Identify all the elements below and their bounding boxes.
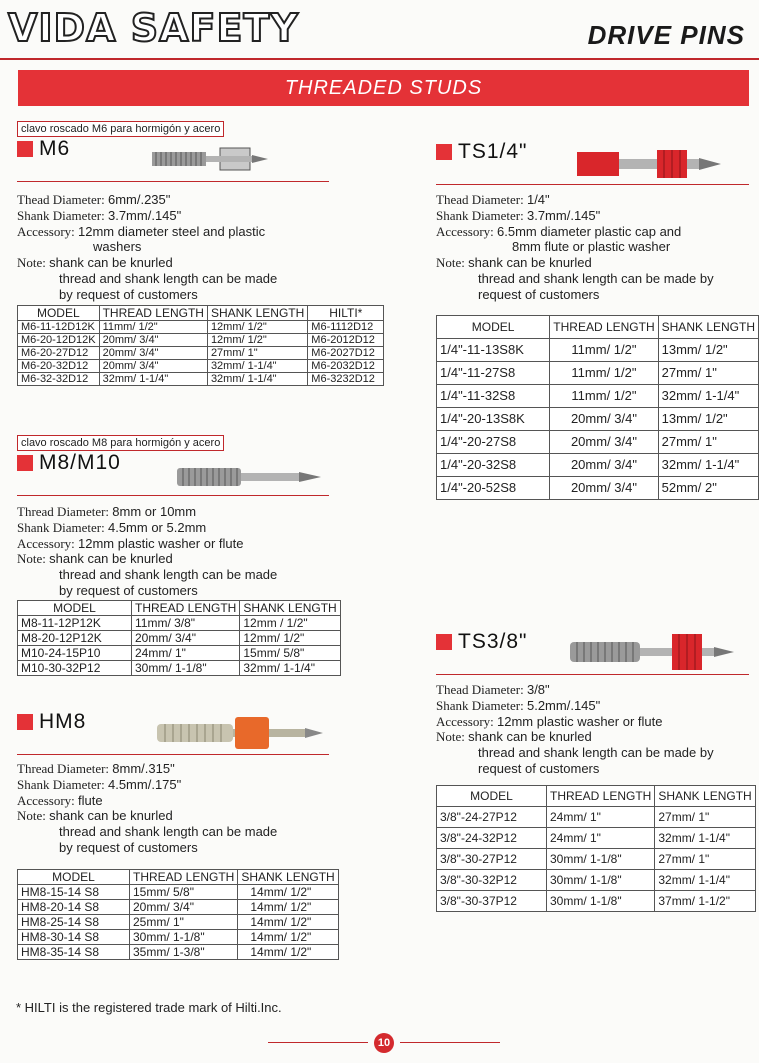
table-row	[437, 891, 756, 912]
header-divider	[0, 58, 759, 60]
category-title: DRIVE PINS	[587, 20, 745, 50]
hm8-table	[17, 869, 339, 960]
table-cell: M6-2027D12	[308, 347, 384, 360]
table-header-cell: MODEL	[18, 870, 130, 885]
table-cell: 3/8"-30-27P12	[437, 849, 547, 870]
table-header-cell: SHANK LENGTH	[238, 870, 338, 885]
hm8-title-text: HM8	[39, 710, 87, 733]
table-cell: 14mm/ 1/2"	[238, 900, 338, 915]
table-cell: 32mm/ 1-1/4"	[240, 661, 340, 676]
table-row	[18, 945, 339, 960]
m8-underline	[17, 495, 329, 496]
banner-title: THREADED STUDS	[284, 76, 483, 99]
footer-line-right	[400, 1042, 500, 1043]
ts14-underline	[436, 184, 749, 185]
table-row	[18, 646, 341, 661]
table-row	[437, 431, 759, 454]
table-row	[18, 885, 339, 900]
table-cell: 24mm/ 1"	[547, 828, 655, 849]
m6-title	[17, 137, 70, 161]
table-header-cell: THREAD LENGTH	[130, 870, 238, 885]
table-row	[437, 807, 756, 828]
table-cell: 32mm/ 1-1/4"	[99, 373, 207, 386]
table-cell: 20mm/ 3/4"	[99, 334, 207, 347]
table-cell: M8-11-12P12K	[18, 616, 132, 631]
table-cell: 1/4"-11-27S8	[437, 362, 550, 385]
table-row	[18, 930, 339, 945]
shank	[206, 156, 252, 162]
table-row	[18, 347, 384, 360]
ts14-specs: Thead Diameter: 1/4" Shank Diameter: 3.7mm/.145" Accessory: 6.5mm diameter plastic cap and 8mm flute or plastic washer Note: shank can be knurled thread and shank length can be made by request of customers	[436, 192, 714, 302]
table-cell: 14mm/ 1/2"	[238, 915, 338, 930]
brand-logo: VIDA SAFETY	[8, 6, 299, 50]
m6-spanish-label: clavo roscado M6 para hormigón y acero	[17, 121, 224, 137]
ts14-title	[436, 140, 527, 164]
table-cell: M6-3232D12	[308, 373, 384, 386]
table-cell: 20mm/ 3/4"	[99, 347, 207, 360]
table-cell: 12mm / 1/2"	[240, 616, 340, 631]
table-cell: 1/4"-11-32S8	[437, 385, 550, 408]
table-cell: M6-2012D12	[308, 334, 384, 347]
table-cell: HM8-25-14 S8	[18, 915, 130, 930]
table-row	[18, 373, 384, 386]
ts14-stud-illustration	[575, 146, 725, 182]
pin-tip	[699, 158, 721, 170]
table-cell: M6-11-12D12K	[18, 321, 100, 334]
table-cell: 20mm/ 3/4"	[550, 454, 658, 477]
pin-tip	[714, 647, 734, 657]
table-cell: 15mm/ 5/8"	[240, 646, 340, 661]
table-header-cell: MODEL	[18, 601, 132, 616]
table-cell: 30mm/ 1-1/8"	[547, 849, 655, 870]
m6-stud-illustration	[150, 144, 270, 176]
table-cell: 32mm/ 1-1/4"	[658, 385, 758, 408]
table-header-cell: SHANK LENGTH	[240, 601, 340, 616]
table-cell: HM8-20-14 S8	[18, 900, 130, 915]
table-cell: 20mm/ 3/4"	[132, 631, 240, 646]
flute-cap	[235, 717, 269, 749]
table-header-cell: MODEL	[437, 786, 547, 807]
table-cell: 30mm/ 1-1/8"	[547, 870, 655, 891]
table-cell: HM8-35-14 S8	[18, 945, 130, 960]
table-row	[18, 334, 384, 347]
table-cell: 13mm/ 1/2"	[658, 408, 758, 431]
table-cell: 27mm/ 1"	[655, 807, 755, 828]
table-cell: 14mm/ 1/2"	[238, 945, 338, 960]
ts38-table	[436, 785, 756, 912]
section-banner	[18, 70, 749, 106]
table-cell: 1/4"-20-13S8K	[437, 408, 550, 431]
hm8-title	[17, 710, 86, 734]
table-cell: 11mm/ 1/2"	[550, 339, 658, 362]
ts38-underline	[436, 674, 749, 675]
red-square-icon	[17, 455, 33, 471]
red-square-icon	[436, 144, 452, 160]
table-cell: 1/4"-20-32S8	[437, 454, 550, 477]
thread-body	[157, 724, 233, 742]
table-cell: M6-32-32D12	[18, 373, 100, 386]
table-header-cell: SHANK LENGTH	[658, 316, 758, 339]
hm8-stud-illustration	[155, 714, 325, 754]
table-cell: M10-24-15P10	[18, 646, 132, 661]
table-header-cell: HILTI*	[308, 306, 384, 321]
pin-tip	[252, 155, 268, 163]
table-cell: 30mm/ 1-1/8"	[130, 930, 238, 945]
table-header-cell: SHANK LENGTH	[207, 306, 307, 321]
table-row	[18, 616, 341, 631]
table-header-cell: SHANK LENGTH	[655, 786, 755, 807]
m8-spanish-label: clavo roscado M8 para hormigón y acero	[17, 435, 224, 451]
table-cell: 20mm/ 3/4"	[550, 477, 658, 500]
table-cell: 27mm/ 1"	[658, 362, 758, 385]
table-cell: 32mm/ 1-1/4"	[655, 870, 755, 891]
table-cell: 27mm/ 1"	[655, 849, 755, 870]
ts14-title-text: TS1/4"	[458, 140, 528, 163]
table-row	[437, 408, 759, 431]
table-row	[18, 915, 339, 930]
hilti-footnote: * HILTI is the registered trade mark of Hilti.Inc.	[16, 1000, 282, 1015]
table-row	[437, 454, 759, 477]
m8-specs: Thread Diameter: 8mm or 10mm Shank Diameter: 4.5mm or 5.2mm Accessory: 12mm plastic washer or flute Note: shank can be knurled thread and shank length can be made by request of customers	[17, 504, 278, 598]
table-cell: 37mm/ 1-1/2"	[655, 891, 755, 912]
table-cell: M6-2032D12	[308, 360, 384, 373]
ts38-title	[436, 630, 527, 654]
footer-line-left	[268, 1042, 368, 1043]
m6-title-text: M6	[39, 137, 71, 160]
table-cell: 25mm/ 1"	[130, 915, 238, 930]
table-header-cell: THREAD LENGTH	[132, 601, 240, 616]
hm8-underline	[17, 754, 329, 755]
table-row	[18, 900, 339, 915]
table-cell: 11mm/ 1/2"	[99, 321, 207, 334]
table-header-cell: MODEL	[18, 306, 100, 321]
m8-title	[17, 451, 121, 475]
plastic-cap	[577, 152, 619, 176]
table-cell: 32mm/ 1-1/4"	[655, 828, 755, 849]
table-cell: M6-20-27D12	[18, 347, 100, 360]
table-cell: 32mm/ 1-1/4"	[658, 454, 758, 477]
ts38-stud-illustration	[568, 632, 738, 672]
table-cell: 11mm/ 1/2"	[550, 362, 658, 385]
table-row	[437, 870, 756, 891]
table-row	[18, 661, 341, 676]
table-cell: 15mm/ 5/8"	[130, 885, 238, 900]
table-cell: 20mm/ 3/4"	[550, 431, 658, 454]
table-cell: 24mm/ 1"	[132, 646, 240, 661]
table-cell: 32mm/ 1-1/4"	[207, 373, 307, 386]
table-row	[18, 360, 384, 373]
ts14-table	[436, 315, 759, 500]
ts38-specs: Thead Diameter: 3/8" Shank Diameter: 5.2mm/.145" Accessory: 12mm plastic washer or flute Note: shank can be knurled thread and shank length can be made by request of customers	[436, 682, 714, 776]
table-header-cell: THREAD LENGTH	[550, 316, 658, 339]
table-cell: 1/4"-11-13S8K	[437, 339, 550, 362]
table-cell: M8-20-12P12K	[18, 631, 132, 646]
table-cell: 1/4"-20-27S8	[437, 431, 550, 454]
page-number: 10	[374, 1033, 394, 1053]
table-cell: 3/8"-30-37P12	[437, 891, 547, 912]
table-cell: 1/4"-20-52S8	[437, 477, 550, 500]
table-row	[437, 477, 759, 500]
table-header-cell: MODEL	[437, 316, 550, 339]
table-cell: M10-30-32P12	[18, 661, 132, 676]
pin-tip	[305, 728, 323, 738]
m8-title-text: M8/M10	[39, 451, 121, 474]
ts38-title-text: TS3/8"	[458, 630, 528, 653]
table-cell: HM8-30-14 S8	[18, 930, 130, 945]
red-square-icon	[436, 634, 452, 650]
shank	[241, 473, 299, 481]
m6-underline	[17, 181, 329, 182]
table-cell: 20mm/ 3/4"	[99, 360, 207, 373]
table-cell: 30mm/ 1-1/8"	[547, 891, 655, 912]
thread-body	[152, 152, 206, 166]
table-cell: 27mm/ 1"	[658, 431, 758, 454]
table-row	[18, 321, 384, 334]
table-cell: HM8-15-14 S8	[18, 885, 130, 900]
table-row	[437, 385, 759, 408]
table-row	[437, 339, 759, 362]
table-cell: M6-1112D12	[308, 321, 384, 334]
m8-table	[17, 600, 341, 676]
hm8-specs: Thread Diameter: 8mm/.315" Shank Diameter: 4.5mm/.175" Accessory: flute Note: shank can be knurled thread and shank length can be made by request of customers	[17, 761, 278, 855]
red-square-icon	[17, 141, 33, 157]
table-row	[18, 631, 341, 646]
table-row	[437, 828, 756, 849]
table-cell: 12mm/ 1/2"	[207, 334, 307, 347]
table-cell: 13mm/ 1/2"	[658, 339, 758, 362]
table-row	[437, 849, 756, 870]
table-cell: 27mm/ 1"	[207, 347, 307, 360]
table-cell: 3/8"-30-32P12	[437, 870, 547, 891]
table-cell: 3/8"-24-27P12	[437, 807, 547, 828]
table-header-cell: THREAD LENGTH	[547, 786, 655, 807]
red-square-icon	[17, 714, 33, 730]
table-cell: 14mm/ 1/2"	[238, 930, 338, 945]
table-cell: 3/8"-24-32P12	[437, 828, 547, 849]
table-cell: M6-20-32D12	[18, 360, 100, 373]
table-cell: 11mm/ 3/8"	[132, 616, 240, 631]
table-cell: 12mm/ 1/2"	[240, 631, 340, 646]
table-header-cell: THREAD LENGTH	[99, 306, 207, 321]
table-cell: 24mm/ 1"	[547, 807, 655, 828]
table-cell: 11mm/ 1/2"	[550, 385, 658, 408]
table-cell: 20mm/ 3/4"	[550, 408, 658, 431]
table-row	[437, 362, 759, 385]
table-cell: 30mm/ 1-1/8"	[132, 661, 240, 676]
table-cell: 14mm/ 1/2"	[238, 885, 338, 900]
m6-table	[17, 305, 384, 386]
table-cell: M6-20-12D12K	[18, 334, 100, 347]
table-cell: 20mm/ 3/4"	[130, 900, 238, 915]
pin-tip	[299, 472, 321, 482]
m6-specs: Thead Diameter: 6mm/.235" Shank Diameter: 3.7mm/.145" Accessory: 12mm diameter steel and plastic washers Note: shank can be knurled thread and shank length can be made by request of customers	[17, 192, 278, 302]
table-cell: 35mm/ 1-3/8"	[130, 945, 238, 960]
m8-stud-illustration	[175, 462, 325, 494]
table-cell: 32mm/ 1-1/4"	[207, 360, 307, 373]
table-cell: 12mm/ 1/2"	[207, 321, 307, 334]
table-cell: 52mm/ 2"	[658, 477, 758, 500]
